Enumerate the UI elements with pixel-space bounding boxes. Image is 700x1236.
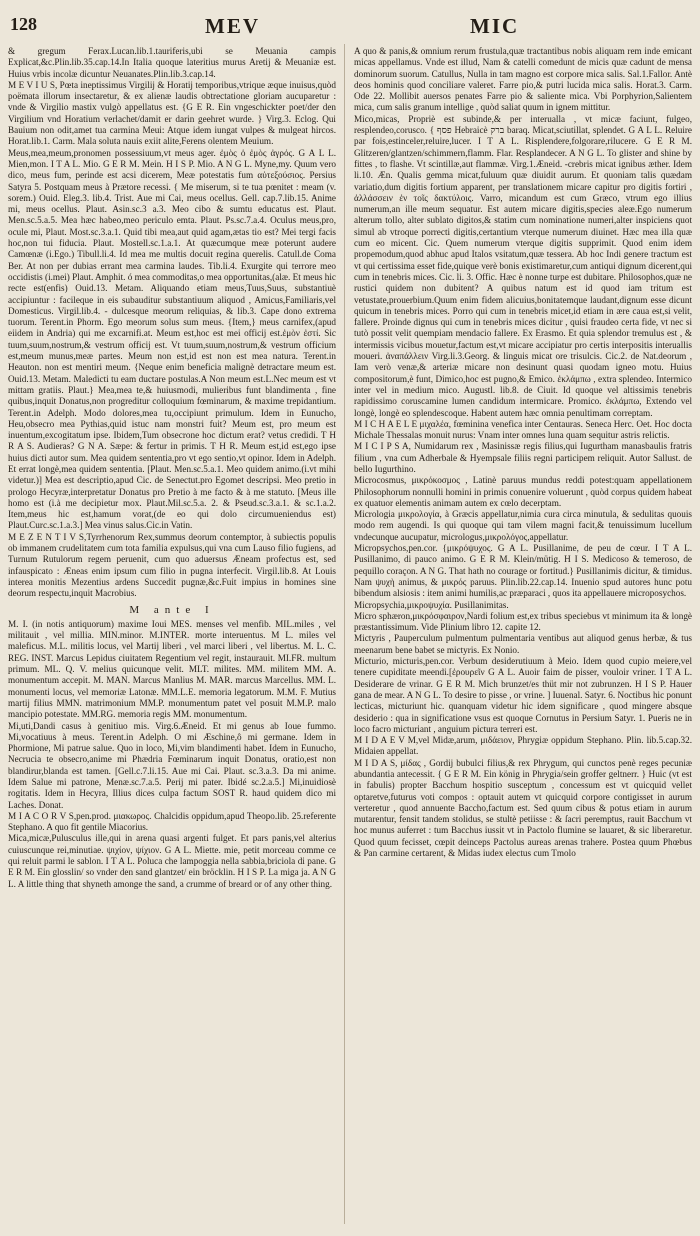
right-column [354,46,692,1224]
entry-mico: Mico,micas, Propriè est subinde,& per interualla , vt micæ faciunt, fulgeo, resplendeo,corusco. { פסף Hebraicè ברק baraq. Micat,sciutillat, splendet. G A L L. Reluire par fois,estinceler,reluire,lucer. I T A L. Risplendere,folgorare,rilucere. G E R M. Glitzeren/glantzen/schimmern,flamm. Flar. Resplandecer. A N G L. To glister and shine by fittes , to flashe. Vt scintillæ,aut flammæ. Virg.1.Æneid. -crebris micat ignibus æther. Idem li.10. Æn. Qualis gemma micat,fuluum quæ diuidit aurum. Et quoniam talis quædam variatio,dum digitis fortium apparent, per translationem micare capitur pro digitis fortiri , ἀλλάσσειν ἐν τοῖς δακτύλοις. Varro, micandum est cum Græco, vtrum ego illius numerum,an ille meum sequatur. Est autem micare digitis,species aleæ.Ego numerum alterum tollo, alter sublato digitos,& statim cum nominatione numeri,alter inspiciens quot simul ab vtroque porrecti digitis,certantium vterque numerum diuinet. Hæc mea illa quæ cum eo micent. Cic. Quem numerum vterque digitis supprimit. Quod enim idem propemodum,quod abhuc apud Italos vsitatum,quæ tessera. Ab hoc Indi genere tractum est vt qui certissima esset fide,quique verè bonis existimaretur,cum antiqui dignum dicerent,qui cum in tenebris mices. Cic. li. 3. Offic. Hæc è nonne turpe est dubitare. Philosophos,quæ ne rustici quidem non dubitent? A quibus natum est id quod iam tritum est vetustate,prouerbium.Quum enim fidem alicuius,bonitatemque laudant,dignum esse dicunt quicum in tenebris mices. Porro qui cum in tenebris micet,id etiam in ære caua est,si velit, fallere. Proinde dignus qui cum in tenebris mices dicitur , quisi fraudeo certa fide, vt nec si tutò possit velit quempiam mendacio fallere. Ex Erasmo. Et quia splendor tremulus est , & intermissis vicibus mouetur,factum est,vt micare accipiatur pro certis interpositis interuallis moueri. ἀναπάλλειν Virg.li.3.Georg. & linguis micat ore trisulcis. Cic.2. de Nat.deorum , Iam verò venæ,& arteriæ micare non desinunt quasi quodam igneo motu. Huius compositorum,è funt, Dimico,hoc est pugno,& Emico. ἐκλάμπω , extra splendeo. Intermico inter vel in medium mico. Augustl. lib.8. de Ciuit. Id quoque vel altissimis tenebris rapidissimo coruscamine lumen candidum intermicare. Promico. ἐκλάμπω, Extendo vel longè, longè eo splendescoque. Habent autem hæc omnia penultimam correptam. [354,113,692,418]
entry-micipsa: M I C I P S A, Numidarum rex , Masinissæ regis filius,qui Iugurtham manasbaulis fratris filium , vna cum Adherbale & Hyempsale filiis regni participem reliquit. Autor Sallust. de bello Iugurthino. [354,441,692,474]
entry-mezentius: M E Z E N T I V S,Tyrrhenorum Rex,summus deorum contemptor, à subiectis populis ob immanem crudelitatem cum tota familia expulsus,qui vna cum Lauso filio fugiens, ad Turnum Rutulorum regem peruenit, cum quo aduersus Æneam profectus est, sed infauspicato : Æneas enim ipsum cum filio in pugna interfecit. Virgil.lib.8. At Louis interea monitis Mezentius ardens Succedit pugnæ,&c.Fuit impius in homines sine deorum respectu,inquit Macrobius. [8,531,336,599]
entry-micropsychia: Micropsychia,μικροψυχία. Pusillanimitas. [354,599,509,610]
entry-meus: Meus,mea,meum,pronomen possessiuum,vt meus ager. ἐμὸς ὁ ἐμὸς ἀγρός. G A L L. Mien,mon. I T A L. Mio. G E R M. Mein. H I S P. Mio. A N G L. Myne,my. Quum vero dico, meus fum, perinde est acsi dicerem, Meæ potestatis fum αὐτεξούσιος. Persius Satyra 5. Postquam meus à Prætore recessi. { Me miserum, si te tua pœnitet : meam (v. sorem.) Ouid. Eleg.3. lib.4. Trist. Aue mi Cai, meus ocellus. Gell. cap.7.lib.15. Anime mi, meus ocellus. Plaut. Asin.sc.3 a.3. Meo cibo & sumtu educatus est. Plaut. Men.sc.5.a.5. Mea hæc habeo,meo periculo emta. Plaut. Ps.sc.7.a.4. Oculus meus,pro, ocule mi, Plaut. Most.sc.3.a.1. Quid tibi mea,aut quid agam,ætas tio est? Mei tergi facis hoc,non tui fiducia. Plaut. Mostell.sc.1.a.1. At quæcumque meæ poterunt audere Camœnæ (i.Ego.) Tibull.li.4. Id mea me multis docuit regina querelis. Catull.de Coma Ber. At non per dubias errant mea carmina laudes. Tib.li.4. Exurgite qui terrore meo occidistis (i.mei) Plaut. Amphit. ó mea commoditas,o mea opportunitas,(alæ. Et meus hic recte est(enfis) Ouid.13. Metam. Aliquando etiam meus,Tuus,Suus, substantiuè accipiuntur : facileque in eis subauditur substantiuum aliquod , Amicus,Familiaris,vel Domesticus. Virgil.lib.4. - dulcesque meorum reliquias, & lib.3. Cape dono extrema tuorum. Terent.in Phorm. Ego meorum solus sum meus. {Item,} meus carnifex,(apud eiidem in Andria) qui me excarnifi.at. Meum est,hoc est mei officij est.ἐμὸν ἐστί. Sic tuum,suum,nostrum,& vestrum officij est. Vt tuum,suum,nostrum,& vestrum officium est,meum munus,meæ partes. Meum non est,id est non est mea natura. Terent.in Heauton. non est mentiri meum. {Neque enim beneficia malignè detractare meum est. Ouid.13. Metam. Maledicti tu eam ductare postulas.A Non meum est.L.Nec meum est vt mittam gratiis. Plaut.} Mea,mea te,& huiusmodi, mulieribus funt blandimenta , fine quibus,inquit Donatus,non progreditur colloquium fœminarum, & maxime trepidantium. Terent.in Adelph. Modo dolores,mea tu,occipiunt primulum. Idem in Eunucho, Heu,obsecro mea Pythias,quid istuc nam monstri fuit? Meum est, pro meum est inuentum,excogitatum ipse. Ibidem,Tum obsecrone hoc dictum erat? vetus credidi. T H R A S. Audieras? G N A. Sæpe: & fertur in primis. T H R. Meum est,id est,ego ipse huius dicti autor sum. Mea quidem sententia,pro vt ego sentio,vt opinor. Idem in Adelph. Et errat longè,mea quidem sententia. [Plaut. Men.sc.5.a.1. Meo quidem animo.(i.vt mihi videtur.)] Mea est descriptio,apud Cic. de Senectut.pro Egomet descripsi. Meo pretio in prologo Hecyræ,interpretatur Donatus pro Pretio à me facto & à me statuto. [Meus ille homo est (i.à me decipietur mox. Plaut.Mil.sc.5.a. 2. & Pseud.sc.3.a.1. & sc.1.a.2. Item,meus hic est,hamum vorat,(de eo qui dolo circumueniendus est) Plaut.Curc.sc.1.a.3.] Mea vinus salus.Cic.in Vatin. [8,147,336,531]
section-heading: M ante I [129,603,215,616]
entry-m-i-abbreviations: M. I. (in notis antiquorum) maxime Ioui MES. menses vel menfib. MIL.miles , vel militauit , vel millia. MIN.minor. M.INTER. morte interuentus. M L. miles vel maleficus. M.L. militis locus, vel Martij liberi , vel marci liberi , vel libertus. M. L. C. REG. INST. Marcus Lepidus ciuitatem Regentium vel regit, instaurauit. MI.FR. multum primum. ML. Q. V. melius quicunque velit. MLT. milites. MM. militem MM. A. monumentum accepit. M. MAN. Marcus Manlius M. MAR. marcus Marcellus. MM. L. monumenti locus, vel memoriæ Latonæ. MM.L.E. memoria legatorum. M.M. F. Mutius martij filius MMN. matrimonium MM.P. monumentum patet vel posuit M.M.P. malo mancipio potestate. MM.RG. memoria regis MM. monumentum. [8,618,336,720]
entry-micturio: Micturio, micturis,pen.cor. Verbum desiderutiuum à Meio. Idem quod cupio meiere,vel tenere cupiditate meendi.[ἐρουρεῖν G A L. Auoir faim de pisser, vouloir vriner. I T A L. Desiderare de vrinar. G E R M. Mich brunzet/es thüt mir not zubrunzen. H I S P. Hauer gana de mear. A N G L. To desire to pisse , or vrine. ] Iuuenal. Satyr. 6. Noctibus hic ponunt lecticas, micturiunt hic. quanquam videtur hic idem significare , quod mingere absque desiderio : qua in significatione vsus est quoque Cornutus in Persium Satyr. 1. Pueris ne in loco facro micturiant , anguium pictura terreri est. [354,656,692,734]
entry-midas: M I D A S, μίδας , Gordij bubulci filius,& rex Phrygum, qui cunctos penè reges pecuniæ abundantia antecessit. { G E R M. Ein könig in Phrygia/sein groffer geltnerr. } Huic (vt est in fabulis) propter Bacchum hospitio susceptum , concessum est vt quicquid vellet optaretve,futurus voti compos : optauit autem vt quicquid corpore contigisset in aurum verteretur , quod annuente Baccho,factum est. Sed quum cibus & potus etiam in aurum mutarentur, fensit tandem stolidus, se stultè petiisse : & ſacri peremptus, rauit Bacchum vt hoc munus auferret : tum Bacchus iussit vt in Pactolo flumine se lauaret, & sic liberaretur. Quod quum fecisset, cœpit deinceps Pactolus aureas arenas trahere. Postea quum Phœbus & Pan carmine certarent, & Midas iudex electus cum Tmolo [354,757,692,859]
column-divider [344,44,345,1224]
entry-micropsychos: Micropsychos,pen.cor. {μικρόψυχος. G A L. Pusillanime, de peu de cœur. I T A L. Pusillanimo, di pauco animo. G E R M. Klein/mütig. H I S. Medicoso & temeroso, de pequillo coraçon. A N G. That hath no courage or fortitud.} Pusillanimis dicitur, & timidus. Nam ψυχὴ animus, & μικρός paruus. Plin.lib.22.cap.14. Inuenio spud autores hunc potu bibendum alsiosis : item animi humilis,ac præparaci , quos ita appellauere microposychos. [354,543,692,599]
entry-meuania: & gregum Ferax.Lucan.lib.1.tauriferis,ubi se Meuania campis Explicat,&c.Plin.lib.35.cap.14.In Italia quoque lateritius murus Aretij & Meuaniæ est. Huius vrbis incolæ dicuntur Neuanates.Plin.lib.3.cap.14. [8,46,336,79]
entry-mica: Mica,micæ,Pulusculus ille,qui in arena quasi argenti fulget. Et pars panis,vel alterius cuiuscunque rei,minutiae. ψιχίον, ψίχιον. G A L. Miette. mie, petit morceau comme ce qui reluit parmi le sablon. I T A L. Poluca che lampoggia nella sabbia,briciola di pane. G E R M. Ein glosslin/ so vnder den sand glantzet/ ein bröcklin. H I S P. La miga ja. A N G L. A little thing that shyneth amonge the sand, a crumme of breard or of any other thing. [8,833,336,889]
entry-miacorus: M I A C O R V S,pen.prod. μιακωρος. Chalcidis oppidum,apud Theopo.lib. 25.referente Stephano. A quo fit gentile Miacorius. [8,810,336,833]
right-headword: MIC [470,14,520,38]
entry-mictyris: Mictyris , Pauperculum pulmentum pulmentaria ventibus aut aliquod genus herbæ, & tus meenarum bene babet se mictyris. Ex Nonio. [354,633,692,655]
page-number: 128 [10,14,37,34]
entry-midaeum: M I D A E V M,vel Midæ,arum, μιδάειον, Phrygiæ oppidum Stephano. Plin. lib.5.cap.32. Midaien appellat. [354,735,692,757]
entry-mi: Mi,uti,Dandi casus à genitiuo mis. Virg.6.Æneid. Et mi genus ab Ioue fummo. Mi,vocatiuus à meus. Terent.in Adelph. O mi Æschine,ô mi germane. Idem in Phormione, Mi patrue salue. Quo in loco, Mi,vim blandimenti habet. Idem in Eunucho, Necrucia te obsecro,anime mi Phædria Fœminarum inquit Donatus, oratio,est non blandirur,blanda est tamen. [Gell.c.7.li.15. Aue mi Cai. Plaut. sc.3.a.3. Da mi anime. Idem Salue mi patrone, Menæ.sc.7.a.5. Perij mi pater. Ibidé sc.2.a.5.] Mi,inuidiosè rogitatis. Idem in Hecyra, Illius dices culpa factum SOST R. haud quidem dico mi Laches. Donat. [8,720,336,810]
entry-microsphaeron: Micro sphæron,μικρόσφαιρον,Nardi folium est,ex tribus speciebus vt minimum ita & longè præstantissimum. Vide Plinium libro 12. capite 12. [354,610,692,633]
running-header [0,14,700,40]
entry-michale: M I C H A E L E μιχαλέα, fœminina venefica inter Centauras. Seneca Herc. Oet. Hoc docta Michale Thessalas monuit nurus: Vnam inter omnes luna quam sequitur astris relictis. [354,418,692,441]
entry-microcosmus: Microcosmus, μικρόκοσμος , Latinè paruus mundus reddi potest:quam appellationem Philosophorum nonnulli homini in primis conuenire voluerunt , quòd corpus quidem habeat ex quatuor elementis animam autem ex cœlo decerptam. [354,475,692,508]
left-headword: MEV [205,14,260,38]
left-column [8,46,336,1224]
entry-mica-cont: A quo & panis,& omnium rerum frustula,quæ tractantibus nobis aliquam rem inde emicant micas appellamus. Vnde est illud, Nam & catelli comedunt de micis quæ cadunt de mensa dominorum suorum. Catullus, Nulla in tam magno est corpore mica salis. Sal.1.Fallor. Antè deos hominis quod conciliare valeret. Farre pio,& putri lucida mica salis. Horat.3. Carm. Ode 22. Mollibit auersos penates Farre pio & saliente mica. Vbi Porphyrion,Salientem mica, cum salis granum intellige , quòd saliat quum in ignem mittitur. [354,46,692,113]
entry-meuius: M E V I U S, Pœta ineptissimus Virgilij & Horatij temporibus,vtrique æque inuisus,quòd poëmata illorum insectaretur, & ex alienæ laudis obtrectatione gloriam aucuparetur : vnde & Virgilio mastix vulgò appellatus est. {G E R. Ein vngeschickter poet/der den Virgilium vnd Horatium verlachet/damit er darin geehret wurde. } Virg.3. Eclog. Qui Bauium non odit,amet tua carmina Meui: Atque idem iungat vulpes & mulgeat hircos. Horat.lib.1. Carm. Mala soluta nauis exiit alite,Ferens olentem Meuium. [8,79,336,147]
entry-micrologia: Micrologia μικρολογία, à Græcis appellatur,nimia cura circa minutula, & sedulitas quouis modo rem augendi. Is qui quoque qui tam vilem magni facit,& tenuissimum lucellum vndecunque aucupatur, micrologus,μικρολόγος,appellatur. [354,509,692,542]
